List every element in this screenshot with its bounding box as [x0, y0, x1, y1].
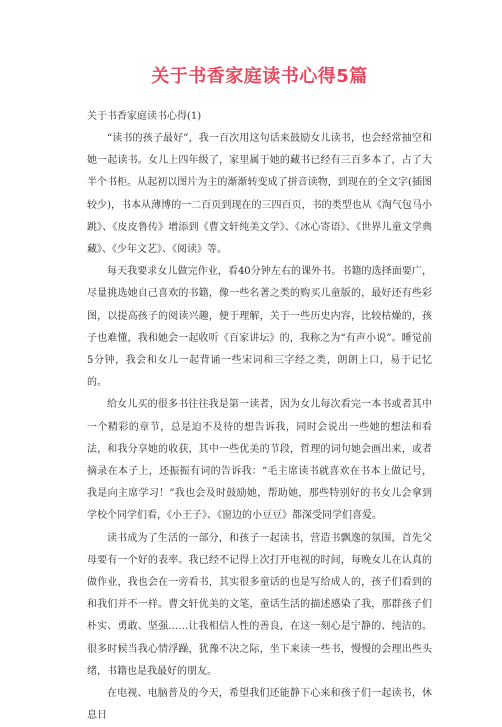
paragraph-5: 在电视、电脑普及的今天，希望我们还能静下心来和孩子们一起读书，休息日	[87, 688, 432, 722]
section-subtitle: 关于书香家庭读书心得(1)	[87, 111, 202, 122]
paragraph-2: 每天我要求女儿做完作业，看40分钟左右的课外书。书籍的选择面要广，尽量挑选她自己喜欢的书籍，像一些名著之类的购买儿童版的，最好还有些彩图，以提高孩子的阅读兴趣，便于理解，关于一些历史内容，比较枯燥的，孩子也难懂，我和她会一起收听《百家讲坛》的，我称之为“有声小说”。睡觉前5分钟，我会和女儿一起背诵一些宋词和三字经之类，朗朗上口，易于记忆的。	[87, 266, 432, 389]
paragraph-4: 读书成为了生活的一部分，和孩子一起读书，营造书飘逸的氛围，首先父母要有一个好的表率。我已经不记得上次打开电视的时间，每晚女儿在认真的做作业，我也会在一旁看书，其实很多童话的也是写给成人的，孩子们看到的和我们并不一样。曹文轩优美的文笔，童话生活的描述感染了我，那群孩子们朴实、勇敢、坚强……让我相信人性的善良，在这一刻心是宁静的、纯洁的。很多时候当我心情浮躁，犹豫不决之际，坐下来读一些书，慢慢的会理出些头绪，书籍也是我最好的朋友。	[87, 532, 432, 677]
paragraph-1: “读书的孩子最好”，我一百次用这句话来鼓励女儿读书，也会经常抽空和她一起读书。女儿上四年级了，家里属于她的藏书已经有三百多本了，占了大半个书柜。从起初以图片为主的渐渐转变成了拼音读物，到现在的全文字(插图较少)，书本从薄博的一二百页到现在的三四百页，书的类型也从《淘气包马小跳》、《皮皮鲁传》增添到《曹文轩纯美文学》、《冰心寄语》、《世界儿童文学典藏》、《少年文艺》、《阅读》等。	[87, 133, 432, 256]
paragraph-3: 给女儿买的很多书往往我是第一读者，因为女儿每次看完一本书或者其中一个精彩的章节，总是迫不及待的想告诉我，同时会说出一些她的想法和看法，和我分享她的收获，其中一些优美的节段，哲理的词句她会画出来，或者摘录在本子上，还振振有词的告诉我：“毛主席读书就喜欢在书本上做记号，我是向主席学习！”我也会及时鼓励她，帮助她，那些特别好的书女儿会拿到学校个同学们看，《小王子》、《窗边的小豆豆》都深受同学们喜爱。	[87, 399, 432, 522]
document-title: 关于书香家庭读书心得5篇	[151, 66, 368, 87]
